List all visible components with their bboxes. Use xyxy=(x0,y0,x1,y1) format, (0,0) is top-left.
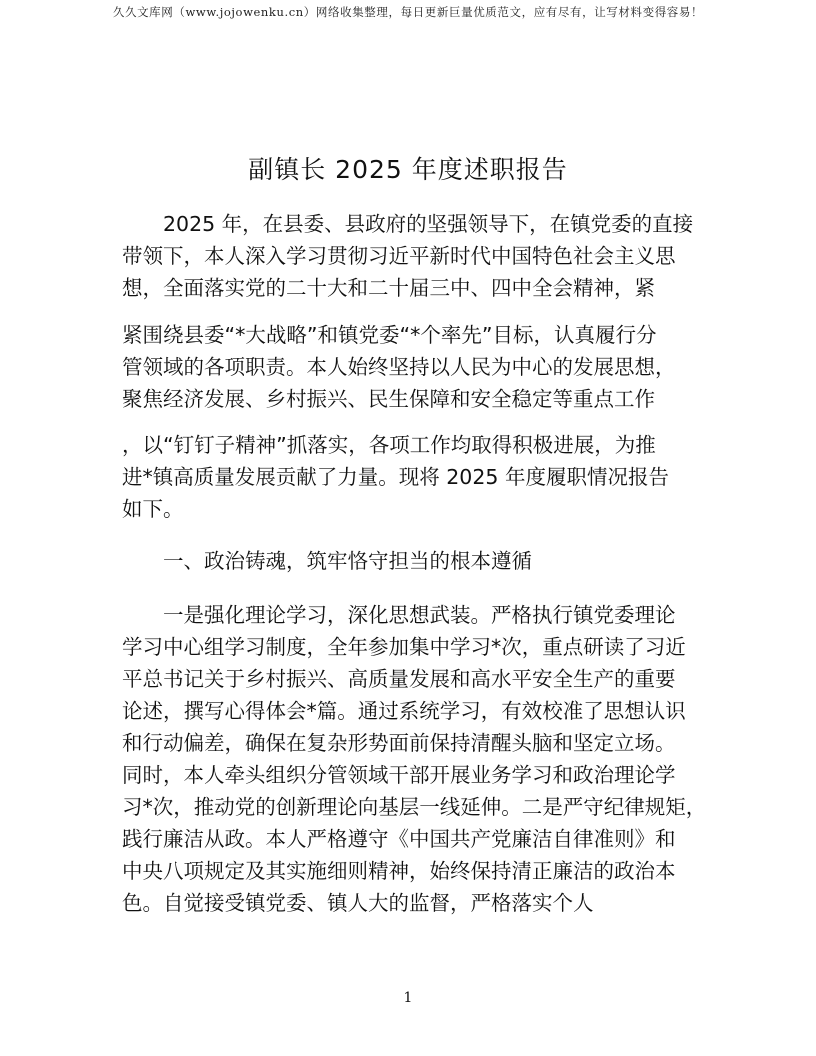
paragraph-1 xyxy=(122,208,702,304)
paragraph-line: 带领下，本人深入学习贯彻习近平新时代中国特色社会主义思 xyxy=(122,244,676,268)
paragraph-line: 学习中心组学习制度，全年参加集中学习*次，重点研读了习近 xyxy=(122,635,686,659)
paragraph-line: 一是强化理论学习，深化思想武装。严格执行镇党委理论 xyxy=(163,603,676,627)
paragraph-line: 论述，撰写心得体会*篇。通过系统学习，有效校准了思想认识 xyxy=(122,699,686,723)
paragraph-line: 进*镇高质量发展贡献了力量。现将 2025 年度履职情况报告 xyxy=(122,465,669,489)
page-number: 1 xyxy=(403,990,413,1006)
section-heading-text: 一、政治铸魂，筑牢恪守担当的根本遵循 xyxy=(163,549,532,573)
paragraph-line: 中央八项规定及其实施细则精神，始终保持清正廉洁的政治本 xyxy=(122,859,676,883)
paragraph-line: 践行廉洁从政。本人严格遵守《中国共产党廉洁自律准则》和 xyxy=(122,827,676,851)
paragraph-line: ，以“钉钉子精神”抓落实，各项工作均取得积极进展，为推 xyxy=(122,433,656,457)
section-1-heading xyxy=(122,545,702,577)
paragraph-line: 色。自觉接受镇党委、镇人大的监督，严格落实个人 xyxy=(122,891,594,915)
paragraph-line: 聚焦经济发展、乡村振兴、民生保障和安全稳定等重点工作 xyxy=(122,387,655,411)
paragraph-4 xyxy=(122,599,707,919)
paragraph-line: 2025 年，在县委、县政府的坚强领导下，在镇党委的直接 xyxy=(163,212,694,236)
paragraph-3 xyxy=(122,429,702,525)
paragraph-line: 管领域的各项职责。本人始终坚持以人民为中心的发展思想， xyxy=(122,355,676,379)
paragraph-line: 想，全面落实党的二十大和二十届三中、四中全会精神，紧 xyxy=(122,276,655,300)
paragraph-line: 紧围绕县委“*大战略”和镇党委“*个率先”目标，认真履行分 xyxy=(122,323,657,347)
paragraph-line: 如下。 xyxy=(122,497,184,521)
paragraph-line: 和行动偏差，确保在复杂形势面前保持清醒头脑和坚定立场。 xyxy=(122,731,676,755)
paragraph-2 xyxy=(122,319,702,415)
document-title: 副镇长 2025 年度述职报告 xyxy=(248,155,568,184)
paragraph-line: 平总书记关于乡村振兴、高质量发展和高水平安全生产的重要 xyxy=(122,667,676,691)
paragraph-line: 同时，本人牵头组织分管领域干部开展业务学习和政治理论学 xyxy=(122,763,676,787)
paragraph-line: 习*次，推动党的创新理论向基层一线延伸。二是严守纪律规矩， xyxy=(122,795,707,819)
header-banner: 久久文库网（www.jojowenku.cn）网络收集整理，每日更新巨量优质范文，应有尽有，让写材料变得容易！ xyxy=(112,5,704,19)
